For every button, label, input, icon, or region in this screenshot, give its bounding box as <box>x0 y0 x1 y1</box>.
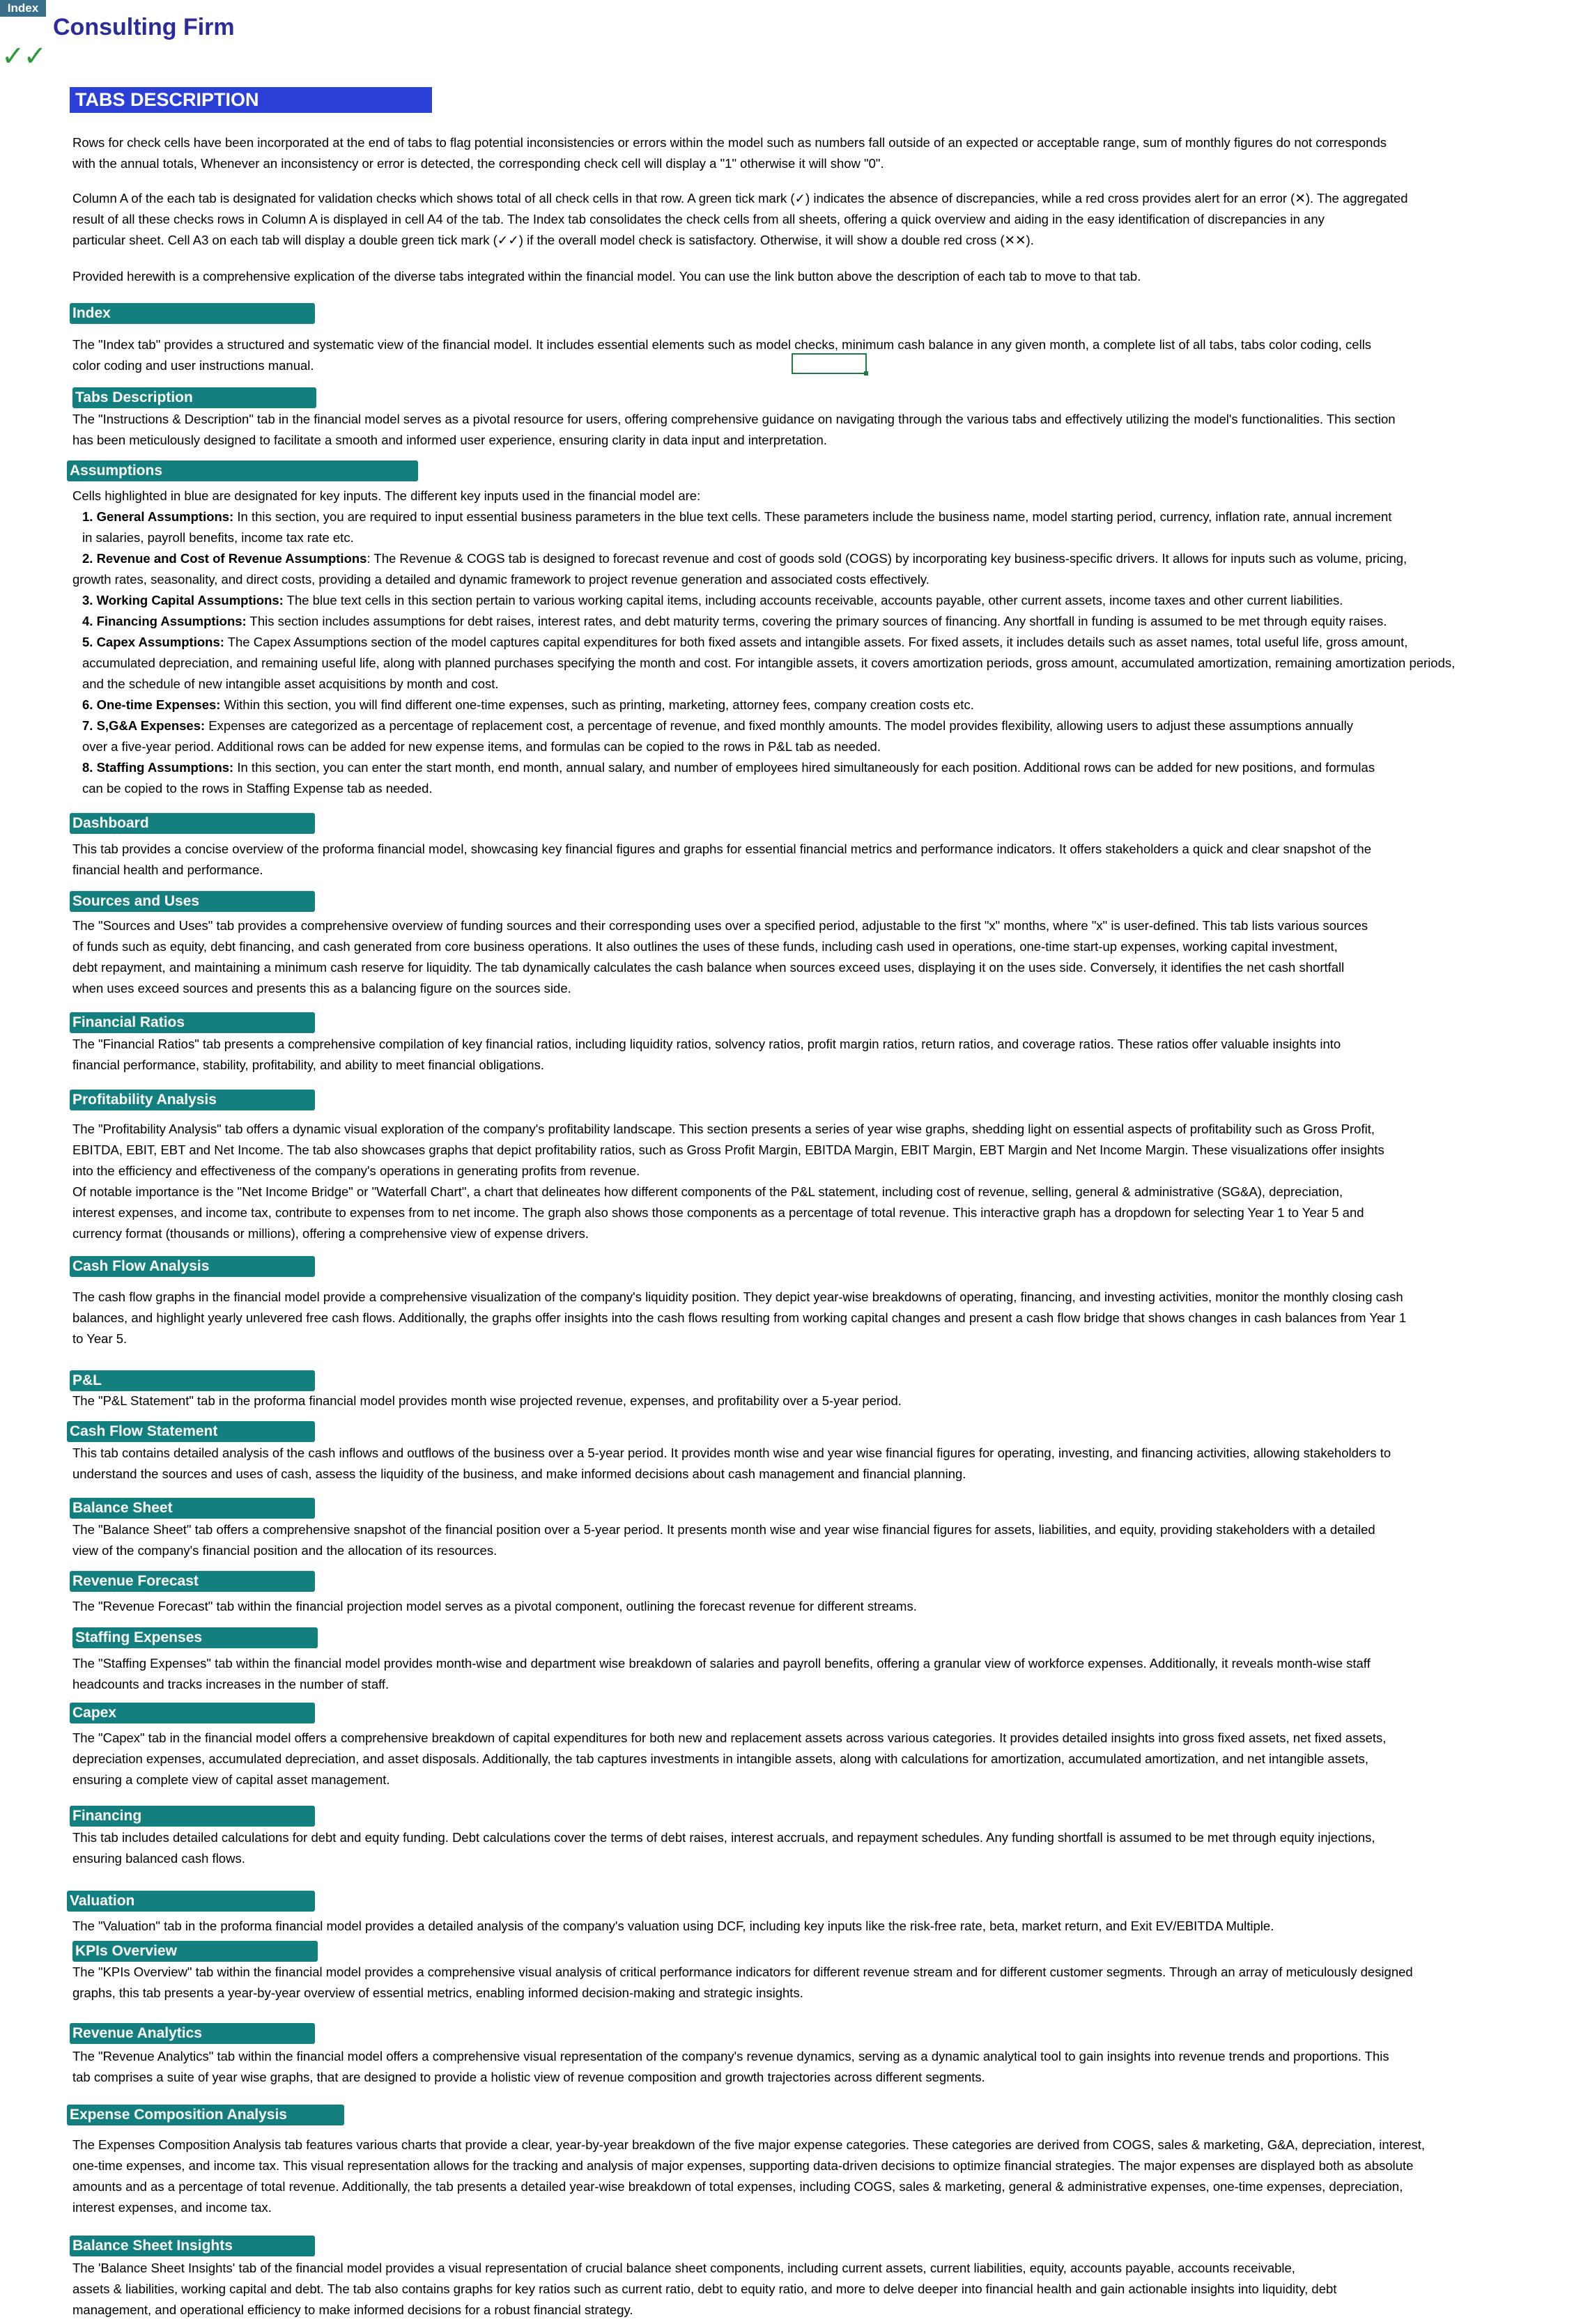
description-line: to Year 5. <box>72 1331 128 1346</box>
tab-link-financing[interactable]: Financing <box>70 1806 315 1827</box>
intro-paragraph <box>72 266 1515 287</box>
description-line: The 'Balance Sheet Insights' tab of the financial model provides a visual representation of crucial balance sheet components, including current assets, current liabilities, equity, accounts payable, accounts receivable, <box>72 2261 1295 2275</box>
tab-description-valuation <box>72 1916 1529 1937</box>
tab-description-sources-and-uses <box>72 915 1529 999</box>
tab-link-assumptions[interactable]: Assumptions <box>67 460 418 481</box>
description-line: The "Instructions & Description" tab in the financial model serves as a pivotal resource for users, offering comprehensive guidance on navigating through the various tabs and effectively utilizing the model's functionalities. This section <box>72 412 1396 426</box>
intro-paragraph <box>72 188 1515 251</box>
description-line: EBITDA, EBIT, EBT and Net Income. The tab also showcases graphs that depict profitability ratios, such as Gross Profit Margin, EBITDA Margin, EBIT Margin, EBT Margin and Net Income Margin. These visualizations offer insights <box>72 1142 1384 1157</box>
assumption-item-text: This section includes assumptions for debt raises, interest rates, and debt maturity terms, covering the primary sources of financing. Any shortfall in funding is assumed to be met through equity raises. <box>246 614 1387 628</box>
description-line: The "Staffing Expenses" tab within the financial model provides month-wise and department wise breakdown of salaries and payroll benefits, offering a granular view of workforce expenses. Additionally, it reveals month-wise staff <box>72 1656 1371 1671</box>
firm-name: Consulting Firm <box>53 14 235 40</box>
model-check-tick-icon: ✓✓ <box>1 40 46 72</box>
description-line: The Expenses Composition Analysis tab features various charts that provide a clear, year-by-year breakdown of the five major expense categories. These categories are derived from COGS, sales & marketing, G&A, depreciation, interest, <box>72 2137 1426 2152</box>
description-line: debt repayment, and maintaining a minimum cash reserve for liquidity. The tab dynamically calculates the cash balance when sources exceed uses, displaying it on the uses side. Conversely, it identifies the net cash shortfall <box>72 960 1345 975</box>
tab-description-cash-flow-statement <box>72 1443 1529 1485</box>
tab-description-dashboard <box>72 839 1529 881</box>
description-line: The "Revenue Analytics" tab within the financial model offers a comprehensive visual representation of the company's revenue dynamics, serving as a dynamic analytical tool to gain insights into revenue trends and proportions. This <box>72 2049 1389 2063</box>
tab-link-p-l[interactable]: P&L <box>70 1370 315 1391</box>
assumption-item-label: 6. One-time Expenses: <box>82 697 221 712</box>
assumption-item-line <box>72 653 1543 674</box>
tab-link-cash-flow-analysis[interactable]: Cash Flow Analysis <box>70 1256 315 1277</box>
assumptions-intro: Cells highlighted in blue are designated for key inputs. The different key inputs used in the financial model are: <box>72 488 701 503</box>
tab-link-cash-flow-statement[interactable]: Cash Flow Statement <box>67 1421 315 1442</box>
assumption-item-line <box>72 757 1543 778</box>
selected-cell[interactable] <box>792 353 867 374</box>
tab-link-tabs-description[interactable]: Tabs Description <box>72 387 316 408</box>
tab-description-balance-sheet <box>72 1519 1529 1561</box>
assumption-item-line <box>72 695 1543 715</box>
tab-link-sources-and-uses[interactable]: Sources and Uses <box>70 891 315 912</box>
assumption-item-label: 2. Revenue and Cost of Revenue Assumptions <box>82 551 367 566</box>
description-line: Of notable importance is the "Net Income Bridge" or "Waterfall Chart", a chart that delineates how different components of the P&L statement, including cost of revenue, selling, general & administrative (SG&A), depreciation, <box>72 1184 1343 1199</box>
assumption-item-text: and the schedule of new intangible asset acquisitions by month and cost. <box>82 676 499 691</box>
assumptions-list <box>72 486 1543 799</box>
assumption-item-label: 1. General Assumptions: <box>82 509 234 524</box>
description-line: into the efficiency and effectiveness of the company's operations in generating profits from revenue. <box>72 1163 640 1178</box>
description-line: currency format (thousands or millions), offering a comprehensive view of expense drivers. <box>72 1226 589 1241</box>
tab-description-cash-flow-analysis <box>72 1287 1529 1349</box>
description-line: This tab includes detailed calculations for debt and equity funding. Debt calculations cover the terms of debt raises, interest accruals, and repayment schedules. Any funding shortfall is assumed to be met through equity injections, <box>72 1830 1375 1845</box>
assumption-item-text: In this section, you are required to input essential business parameters in the blue text cells. These parameters include the business name, model starting period, currency, inflation rate, annual increment <box>233 509 1392 524</box>
assumption-item-line <box>72 778 1543 799</box>
description-line: has been meticulously designed to facilitate a smooth and informed user experience, ensuring clarity in data input and interpretation. <box>72 433 827 447</box>
description-line: tab comprises a suite of year wise graphs, that are designed to provide a holistic view of revenue composition and growth trajectories across different segments. <box>72 2070 985 2084</box>
assumption-item-text: over a five-year period. Additional rows can be added for new expense items, and formulas can be copied to the rows in P&L tab as needed. <box>82 739 881 754</box>
tab-description-profitability-analysis <box>72 1119 1529 1244</box>
description-line: financial health and performance. <box>72 862 263 877</box>
description-line: assets & liabilities, working capital and debt. The tab also contains graphs for key ratios such as current ratio, debt to equity ratio, and more to delve deeper into financial health and gain actionable insights into liquidity, debt <box>72 2282 1337 2296</box>
description-line: color coding and user instructions manual. <box>72 358 314 373</box>
description-line: management, and operational efficiency to make informed decisions for a robust financial strategy. <box>72 2302 633 2317</box>
description-line: headcounts and tracks increases in the number of staff. <box>72 1677 389 1691</box>
description-line: The "Financial Ratios" tab presents a comprehensive compilation of key financial ratios, including liquidity ratios, solvency ratios, profit margin ratios, return ratios, and coverage ratios. These ratios offer valuable insights into <box>72 1037 1341 1051</box>
tab-description-financing <box>72 1827 1529 1869</box>
assumption-item-text: growth rates, seasonality, and direct costs, providing a detailed and dynamic framework to project revenue generation and associated costs effectively. <box>72 572 929 587</box>
tab-description-revenue-analytics <box>72 2046 1529 2088</box>
description-line: This tab contains detailed analysis of the cash inflows and outflows of the business over a 5-year period. It provides month wise and year wise financial figures for operating, investing, and financing activities, allowing stakeholders to <box>72 1446 1391 1460</box>
tab-link-revenue-forecast[interactable]: Revenue Forecast <box>70 1571 315 1592</box>
assumption-item-text: can be copied to the rows in Staffing Expense tab as needed. <box>82 781 433 796</box>
assumption-item-text: in salaries, payroll benefits, income tax rate etc. <box>82 530 354 545</box>
tab-link-financial-ratios[interactable]: Financial Ratios <box>70 1012 315 1033</box>
tab-link-balance-sheet[interactable]: Balance Sheet <box>70 1498 315 1519</box>
description-line: view of the company's financial position and the allocation of its resources. <box>72 1543 497 1558</box>
tab-description-financial-ratios <box>72 1034 1529 1076</box>
description-line: This tab provides a concise overview of the proforma financial model, showcasing key financial figures and graphs for essential financial metrics and performance indicators. It offers stakeholders a quick and clear snapshot of the <box>72 842 1371 856</box>
assumption-item-text: Within this section, you will find different one-time expenses, such as printing, marketing, attorney fees, company creation costs etc. <box>220 697 974 712</box>
assumption-item-text: The blue text cells in this section pertain to various working capital items, including accounts receivable, accounts payable, other current assets, income taxes and other current liabilities. <box>283 593 1343 607</box>
tab-link-index[interactable]: Index <box>70 303 315 324</box>
description-line: depreciation expenses, accumulated depreciation, and asset disposals. Additionally, the tab captures investments in intangible assets, along with calculations for amortization, accumulated amortization, and net intangible assets, <box>72 1751 1368 1766</box>
intro-line: particular sheet. Cell A3 on each tab will display a double green tick mark (✓✓) if the overall model check is satisfactory. Otherwise, it will show a double red cross (✕✕). <box>72 233 1034 247</box>
tab-description-kpis-overview <box>72 1962 1529 2004</box>
assumption-item-text: : The Revenue & COGS tab is designed to forecast revenue and cost of goods sold (COGS) by incorporating key business-specific drivers. It allows for inputs such as volume, pricing, <box>367 551 1407 566</box>
page-title: TABS DESCRIPTION <box>70 87 432 113</box>
description-line: The "Sources and Uses" tab provides a comprehensive overview of funding sources and their corresponding uses over a specified period, adjustable to the first "x" months, where "x" is user-defined. This tab lists various sources <box>72 918 1368 933</box>
assumption-item-line <box>72 674 1543 695</box>
description-line: interest expenses, and income tax. <box>72 2200 272 2215</box>
assumption-item-line <box>72 548 1543 569</box>
tab-link-dashboard[interactable]: Dashboard <box>70 813 315 834</box>
tab-description-capex <box>72 1728 1529 1790</box>
assumption-item-label: 4. Financing Assumptions: <box>82 614 247 628</box>
description-line: of funds such as equity, debt financing, and cash generated from core business operations. It also outlines the uses of these funds, including cash used in operations, one-time start-up expenses, working capital investment, <box>72 939 1338 954</box>
tab-description-expense-composition-analysis <box>72 2135 1529 2218</box>
assumption-item-text: In this section, you can enter the start month, end month, annual salary, and number of employees hired simultaneously for each position. Additional rows can be added for new positions, and formulas <box>233 760 1375 775</box>
assumption-item-label: 8. Staffing Assumptions: <box>82 760 234 775</box>
assumption-item-line <box>72 715 1543 736</box>
tab-link-capex[interactable]: Capex <box>70 1703 315 1723</box>
assumption-item-text: Expenses are categorized as a percentage of replacement cost, a percentage of revenue, and fixed monthly amounts. The model provides flexibility, allowing users to adjust these assumptions annually <box>205 718 1353 733</box>
intro-paragraph <box>72 132 1515 174</box>
assumption-item-line <box>72 590 1543 611</box>
assumption-item-text: The Capex Assumptions section of the model captures capital expenditures for both fixed assets and intangible assets. For fixed assets, it includes details such as asset names, total useful life, gross amount, <box>224 635 1408 649</box>
description-line: The "Revenue Forecast" tab within the financial projection model serves as a pivotal component, outlining the forecast revenue for different streams. <box>72 1599 917 1613</box>
assumption-item-label: 3. Working Capital Assumptions: <box>82 593 284 607</box>
intro-line: result of all these checks rows in Column A is displayed in cell A4 of the tab. The Index tab consolidates the check cells from all sheets, offering a quick overview and aiding in the easy identification of discrepancies in any <box>72 212 1325 226</box>
description-line: ensuring balanced cash flows. <box>72 1851 245 1866</box>
description-line: The "Index tab" provides a structured and systematic view of the financial model. It includes essential elements such as model checks, minimum cash balance in any given month, a complete list of all tabs, tabs color coding, cells <box>72 337 1372 352</box>
description-line: amounts and as a percentage of total revenue. Additionally, the tab presents a detailed year-wise breakdown of total expenses, including COGS, sales & marketing, general & administrative expenses, one-time expenses, depreciation, <box>72 2179 1403 2194</box>
description-line: graphs, this tab presents a year-by-year overview of essential metrics, enabling informed decision-making and strategic insights. <box>72 1985 803 2000</box>
intro-line: with the annual totals, Whenever an inconsistency or error is detected, the corresponding check cell will display a "1" otherwise it will show "0". <box>72 156 884 171</box>
assumption-item-line <box>72 506 1543 527</box>
assumption-item-line <box>72 569 1543 590</box>
tab-link-valuation[interactable]: Valuation <box>67 1891 315 1912</box>
description-line: one-time expenses, and income tax. This visual representation allows for the tracking and analysis of major expenses, supporting data-driven decisions to optimize financial strategies. The major expenses are displayed both as absolute <box>72 2158 1414 2173</box>
description-line: interest expenses, and income tax, contribute to expenses from to net income. The graph also shows those components as a percentage of total revenue. This interactive graph has a dropdown for selecting Year 1 to Year 5 and <box>72 1205 1364 1220</box>
description-line: The "Capex" tab in the financial model offers a comprehensive breakdown of capital expenditures for both new and replacement assets across various categories. It provides detailed insights into gross fixed assets, net fixed assets, <box>72 1730 1387 1745</box>
intro-line: Provided herewith is a comprehensive explication of the diverse tabs integrated within the financial model. You can use the link button above the description of each tab to move to that tab. <box>72 269 1141 284</box>
tab-link-expense-composition-analysis[interactable]: Expense Composition Analysis <box>67 2105 344 2125</box>
tab-link-balance-sheet-insights[interactable]: Balance Sheet Insights <box>70 2236 315 2256</box>
description-line: when uses exceed sources and presents this as a balancing figure on the sources side. <box>72 981 571 996</box>
assumption-item-text: accumulated depreciation, and remaining useful life, along with planned purchases specifying the month and cost. For intangible assets, it covers amortization periods, gross amount, accumulated amortization, remaining amortization periods, <box>82 656 1456 670</box>
assumption-item-line <box>72 527 1543 548</box>
tab-description-staffing-expenses <box>72 1653 1529 1695</box>
description-line: The cash flow graphs in the financial model provide a comprehensive visualization of the company's liquidity position. They depict year-wise breakdowns of operating, financing, and investing activities, monitor the monthly closing cash <box>72 1289 1403 1304</box>
description-line: financial performance, stability, profitability, and ability to meet financial obligations. <box>72 1058 544 1072</box>
assumption-item-line <box>72 736 1543 757</box>
intro-line: Rows for check cells have been incorporated at the end of tabs to flag potential inconsistencies or errors within the model such as numbers fall outside of an expected or acceptable range, sum of monthly figures do not corresponds <box>72 135 1387 150</box>
tab-link-profitability-analysis[interactable]: Profitability Analysis <box>70 1090 315 1110</box>
tab-description-tabs-description <box>72 409 1529 451</box>
description-line: The "P&L Statement" tab in the proforma financial model provides month wise projected revenue, expenses, and profitability over a 5-year period. <box>72 1393 902 1408</box>
intro-line: Column A of the each tab is designated for validation checks which shows total of all check cells in that row. A green tick mark (✓) indicates the absence of discrepancies, while a red cross provides alert for an error (✕). The aggregated <box>72 191 1408 206</box>
description-line: The "KPIs Overview" tab within the financial model provides a comprehensive visual analysis of critical performance indicators for different revenue stream and for different customer segments. Through an array of meticulously designed <box>72 1965 1413 1979</box>
description-line: ensuring a complete view of capital asset management. <box>72 1772 390 1787</box>
tab-description-p-l <box>72 1390 1529 1411</box>
tab-description-revenue-forecast <box>72 1596 1529 1617</box>
tab-link-staffing-expenses[interactable]: Staffing Expenses <box>72 1627 318 1648</box>
tab-link-kpis-overview[interactable]: KPIs Overview <box>72 1941 318 1962</box>
description-line: understand the sources and uses of cash, assess the liquidity of the business, and make informed decisions about cash management and financial planning. <box>72 1466 966 1481</box>
tab-description-balance-sheet-insights <box>72 2258 1529 2321</box>
assumption-item-line <box>72 611 1543 632</box>
assumption-item-label: 7. S,G&A Expenses: <box>82 718 206 733</box>
description-line: The "Balance Sheet" tab offers a comprehensive snapshot of the financial position over a 5-year period. It presents month wise and year wise financial figures for assets, liabilities, and equity, providing stakeholders with a detailed <box>72 1522 1375 1537</box>
description-line: balances, and highlight yearly unlevered free cash flows. Additionally, the graphs offer insights into the cash flows resulting from working capital changes and present a cash flow bridge that shows changes in cash balances from Year 1 <box>72 1310 1407 1325</box>
assumption-item-line <box>72 632 1543 653</box>
index-link-button[interactable]: Index <box>0 0 46 17</box>
tab-link-revenue-analytics[interactable]: Revenue Analytics <box>70 2023 315 2044</box>
assumption-item-label: 5. Capex Assumptions: <box>82 635 224 649</box>
description-line: The "Profitability Analysis" tab offers a dynamic visual exploration of the company's profitability landscape. This section presents a series of year wise graphs, shedding light on essential aspects of profitability such as Gross Profit, <box>72 1122 1375 1136</box>
description-line: The "Valuation" tab in the proforma financial model provides a detailed analysis of the company's valuation using DCF, including key inputs like the risk-free rate, beta, market return, and Exit EV/EBITDA Multiple. <box>72 1919 1274 1933</box>
